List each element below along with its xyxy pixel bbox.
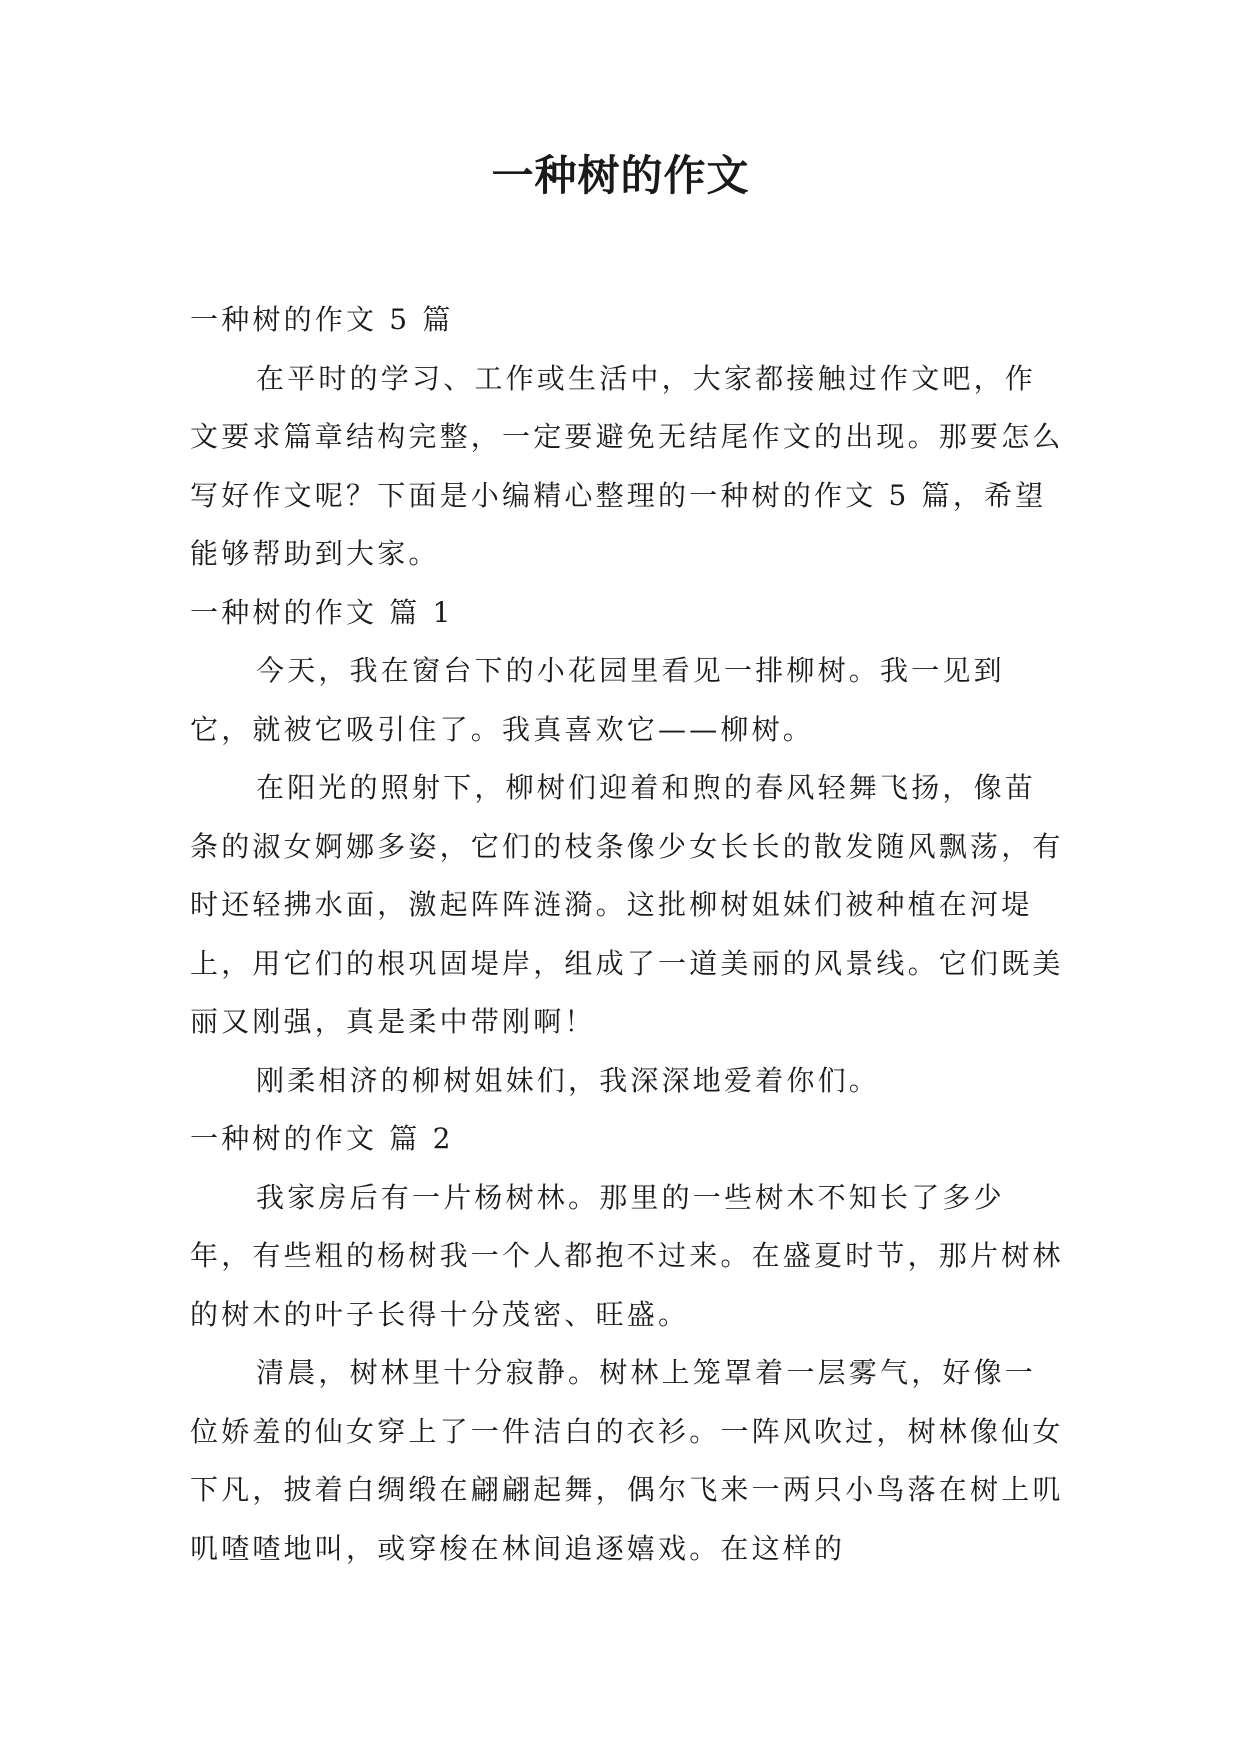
paragraph: 刚柔相济的柳树姐妹们，我深深地爱着你们。: [256, 1063, 881, 1097]
document-body: [190, 291, 1064, 1578]
document-title: 一种树的作文: [491, 151, 750, 200]
section-heading: 一种树的作文 篇 1: [190, 595, 454, 629]
paragraph: 我家房后有一片杨树林。那里的一些树木不知长了多少年，有些粗的杨树我一个人都抱不过来。在盛夏时节，那片树林的树木的叶子长得十分茂密、旺盛。: [190, 1180, 1064, 1331]
paragraph: 今天，我在窗台下的小花园里看见一排柳树。我一见到它，就被它吸引住了。我真喜欢它——柳树。: [190, 654, 1005, 746]
document-subtitle: 一种树的作文 5 篇: [190, 303, 454, 336]
paragraph: 清晨，树林里十分寂静。树林上笼罩着一层雾气，好像一位娇羞的仙女穿上了一件洁白的衣衫。一阵风吹过，树林像仙女下凡，披着白绸缎在翩翩起舞，偶尔飞来一两只小鸟落在树上叽叽喳喳地叫，或穿梭在林间追逐嬉戏。在这样的: [190, 1356, 1064, 1565]
section-heading: 一种树的作文 篇 2: [190, 1122, 454, 1155]
paragraph: 在阳光的照射下，柳树们迎着和煦的春风轻舞飞扬，像苗条的淑女婀娜多姿，它们的枝条像少女长长的散发随风飘荡，有时还轻拂水面，激起阵阵涟漪。这批柳树姐妹们被种植在河堤上，用它们的根巩固堤岸，组成了一道美丽的风景线。它们既美丽又刚强，真是柔中带刚啊！: [190, 771, 1064, 1038]
intro-paragraph: 在平时的学习、工作或生活中，大家都接触过作文吧，作文要求篇章结构完整，一定要避免无结尾作文的出现。那要怎么写好作文呢？下面是小编精心整理的一种树的作文 5 篇，希望能够帮助到大家。: [190, 361, 1064, 570]
